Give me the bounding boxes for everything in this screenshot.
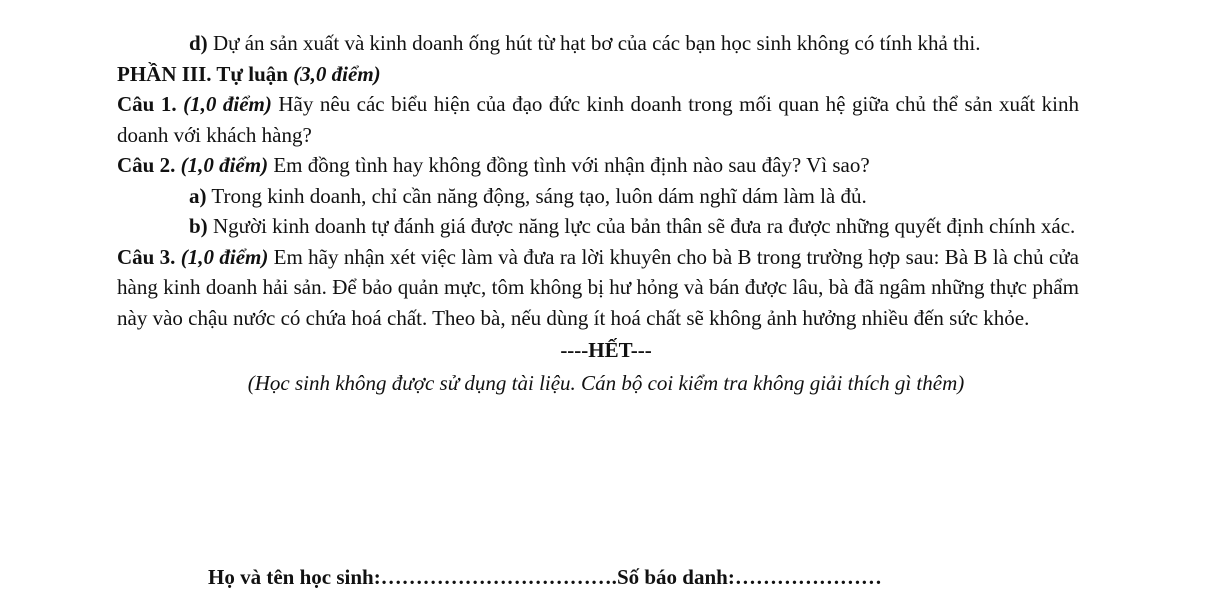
question-2: [117, 150, 1079, 181]
question-2-label: Câu 2.: [117, 153, 181, 177]
student-info-line: [208, 562, 882, 592]
question-1: [117, 89, 1079, 150]
item-d-label: d): [189, 31, 208, 55]
end-mark: ----HẾT---: [560, 338, 652, 362]
question-2-text: Em đồng tình hay không đồng tình với nhận định nào sau đây? Vì sao?: [268, 153, 870, 177]
question-2-item-a-label: a): [189, 183, 207, 208]
item-d-text: Dự án sản xuất và kinh doanh ống hút từ hạt bơ của các bạn học sinh không có tính khả thi.: [207, 31, 981, 55]
student-name-field: Họ và tên học sinh:…………………………….: [208, 565, 617, 589]
question-3-text: Em hãy nhận xét việc làm và đưa ra lời khuyên cho bà B trong trường hợp sau: Bà B là chủ cửa hàng kinh doanh hải sản. Để bảo quản mực, tôm không bị hư hỏng và bán được lâu, bà đã ngâm những thực phẩm này vào chậu nước có chứa hoá chất. Theo bà, nếu dùng ít hoá chất sẽ không ảnh hưởng nhiều đến sức khỏe.: [117, 244, 1079, 330]
student-id-field: Số báo danh:…………………: [616, 565, 882, 589]
question-2-item-b-label: b): [189, 214, 208, 238]
question-2-points: (1,0 điểm): [180, 153, 269, 177]
section-3-title: PHẦN III. Tự luận: [117, 61, 294, 86]
question-2-item-a-text: Trong kinh doanh, chỉ cần năng động, sáng tạo, luôn dám nghĩ dám làm là đủ.: [206, 183, 867, 208]
question-2-item-b: [117, 211, 1079, 242]
section-3-points: (3,0 điểm): [293, 61, 381, 86]
question-2-item-a: [117, 181, 1079, 212]
exam-note: (Học sinh không được sử dụng tài liệu. Cán bộ coi kiểm tra không giải thích gì thêm): [247, 370, 965, 395]
exam-page: [117, 28, 1079, 398]
question-3: [117, 242, 1079, 334]
item-d: [117, 28, 1079, 59]
question-1-text: Hãy nêu các biểu hiện của đạo đức kinh doanh trong mối quan hệ giữa chủ thể sản xuất kinh doanh với khách hàng?: [117, 92, 1079, 147]
question-3-label: Câu 3.: [117, 244, 181, 269]
question-2-item-b-text: Người kinh doanh tự đánh giá được năng lực của bản thân sẽ đưa ra được những quyết định chính xác.: [207, 214, 1076, 238]
section-3-heading: [117, 59, 1079, 90]
question-1-label: Câu 1.: [117, 92, 184, 116]
question-1-points: (1,0 điểm): [183, 92, 272, 116]
question-3-points: (1,0 điểm): [180, 244, 269, 269]
